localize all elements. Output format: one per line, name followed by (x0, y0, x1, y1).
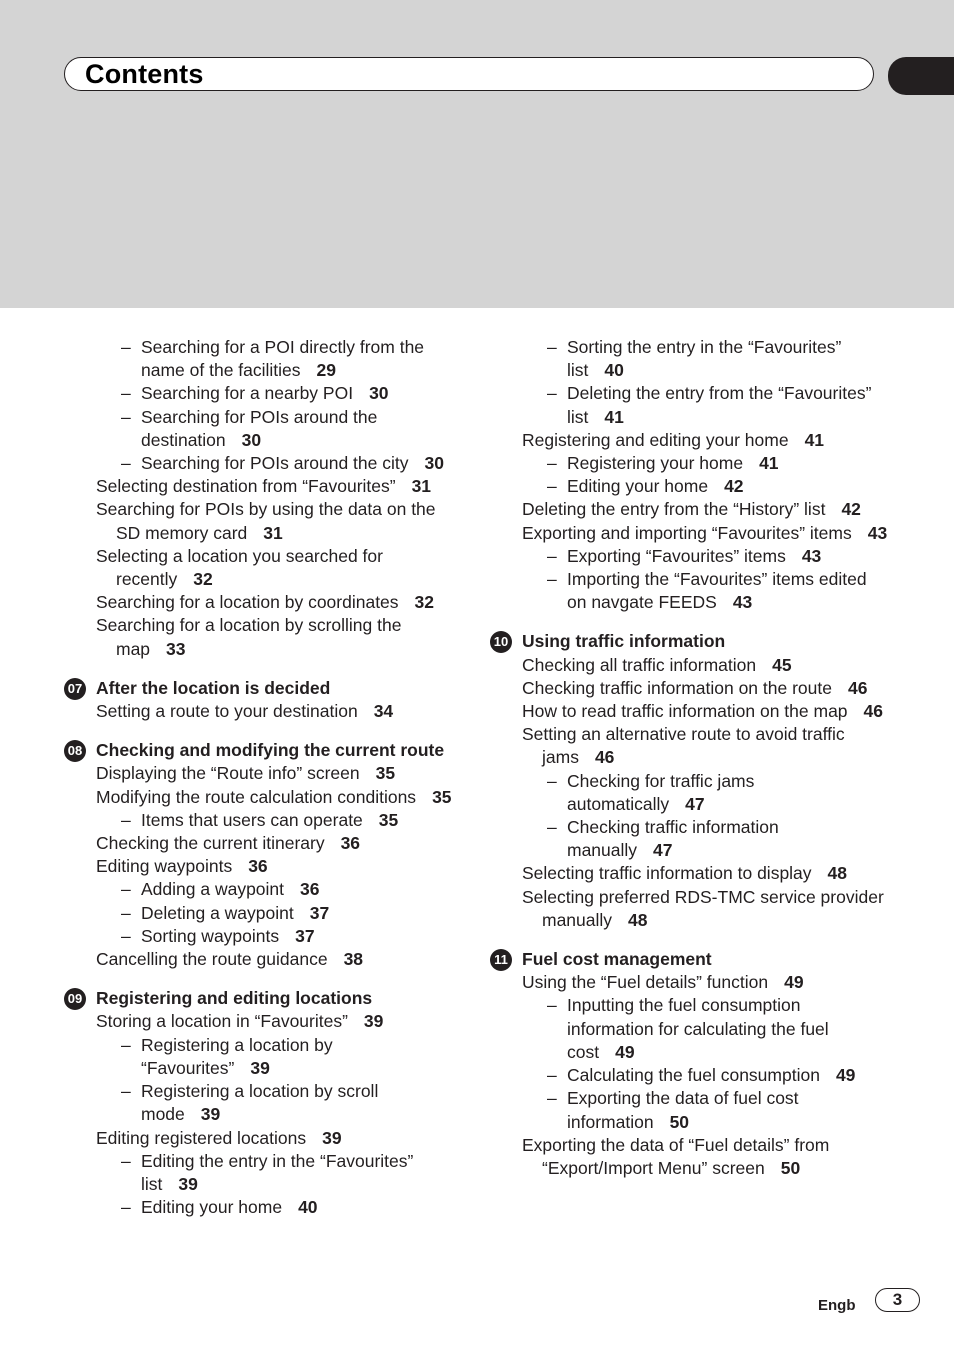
entry-page-number: 42 (724, 476, 744, 497)
dash-bullet: – (121, 879, 131, 900)
toc-subentry (62, 406, 462, 452)
toc-section-08 (62, 739, 462, 762)
entry-page-number: 48 (827, 863, 848, 884)
dash-bullet: – (547, 817, 557, 838)
toc-entry (488, 971, 888, 994)
toc-entry (62, 762, 462, 785)
entry-page-number: 46 (594, 747, 615, 768)
entry-page-number: 48 (628, 909, 648, 930)
section-title: Using traffic information (522, 631, 726, 652)
entry-page-number: 49 (784, 972, 804, 993)
dash-bullet: – (121, 1150, 131, 1171)
dash-bullet: – (547, 545, 557, 566)
toc-entry (488, 1134, 888, 1180)
entry-label: Editing the entry in the “Favourites” list (141, 1150, 414, 1194)
section-number-badge: 09 (64, 988, 86, 1010)
entry-label: Registering a location by “Favourites” (141, 1034, 333, 1078)
toc-section-07 (62, 677, 462, 700)
section-title: After the location is decided (96, 677, 331, 698)
entry-page-number: 47 (653, 840, 673, 861)
entry-page-number: 50 (780, 1157, 801, 1178)
entry-label: Searching for POIs around the city (141, 453, 409, 474)
entry-label: Searching for a location by coordinates (96, 592, 399, 613)
header-band (0, 0, 954, 308)
toc-column-left (62, 336, 462, 1219)
entry-page-number: 36 (340, 833, 361, 854)
entry-label: Inputting the fuel consumption information for calculating the fuel cost (567, 995, 829, 1062)
toc-section-11 (488, 948, 888, 971)
entry-page-number: 39 (322, 1127, 342, 1148)
toc-entry (488, 700, 888, 723)
toc-entry (488, 654, 888, 677)
toc-subentry (488, 382, 888, 428)
entry-page-number: 41 (804, 429, 825, 450)
entry-label: Searching for POIs by using the data on the SD memory card (96, 499, 436, 543)
dash-bullet: – (547, 770, 557, 791)
entry-page-number: 30 (369, 383, 389, 404)
section-number-badge: 08 (64, 740, 86, 762)
entry-page-number: 36 (248, 856, 268, 877)
entry-label: Checking all traffic information (522, 654, 757, 675)
toc-subentry (488, 475, 888, 498)
dash-bullet: – (547, 1088, 557, 1109)
entry-page-number: 39 (200, 1104, 221, 1125)
entry-page-number: 49 (835, 1065, 856, 1086)
dash-bullet: – (547, 995, 557, 1016)
toc-subentry (62, 452, 462, 475)
section-title: Checking and modifying the current route (96, 740, 445, 761)
dash-bullet: – (547, 337, 557, 357)
toc-section-09 (62, 987, 462, 1010)
toc-column-right (488, 336, 888, 1180)
toc-subentry (488, 568, 888, 614)
section-number-badge: 07 (64, 678, 86, 700)
dash-bullet: – (547, 476, 557, 497)
entry-label: Editing your home (567, 476, 709, 497)
dash-bullet: – (121, 1034, 131, 1055)
toc-entry (62, 545, 462, 591)
toc-section-10 (488, 630, 888, 653)
entry-page-number: 30 (241, 429, 262, 450)
entry-page-number: 31 (411, 476, 432, 497)
entry-label: Searching for a location by scrolling the map (96, 615, 402, 659)
toc-entry (488, 862, 888, 885)
toc-entry (62, 832, 462, 855)
toc-entry (62, 498, 462, 544)
entry-label: Sorting the entry in the “Favourites” list (567, 337, 842, 381)
entry-page-number: 38 (343, 949, 364, 970)
toc-subentry (62, 1080, 462, 1126)
section-title: Fuel cost management (522, 949, 712, 970)
entry-page-number: 34 (373, 701, 394, 722)
entry-page-number: 47 (685, 793, 705, 814)
dash-bullet: – (121, 337, 131, 357)
toc-subentry (488, 994, 888, 1064)
toc-entry (62, 614, 462, 660)
toc-subentry (62, 1150, 462, 1196)
section-number-badge: 10 (490, 631, 512, 653)
toc-entry (488, 498, 888, 521)
entry-page-number: 43 (801, 545, 822, 566)
dash-bullet: – (121, 902, 131, 923)
entry-page-number: 32 (414, 592, 435, 613)
toc-subentry (488, 336, 888, 382)
entry-label: Selecting a location you searched for recently (96, 545, 383, 590)
toc-entry (488, 677, 888, 700)
section-number-badge: 11 (490, 949, 512, 971)
entry-label: Setting a route to your destination (96, 701, 358, 722)
page-number: 3 (875, 1288, 920, 1312)
entry-label: Displaying the “Route info” screen (96, 763, 360, 784)
entry-page-number: 35 (432, 786, 452, 807)
entry-page-number: 36 (300, 879, 320, 900)
entry-label: Checking for traffic jams automatically (567, 770, 755, 814)
entry-page-number: 37 (309, 902, 330, 923)
toc-subentry (488, 452, 888, 475)
entry-label: Checking traffic information manually (567, 817, 779, 861)
toc-subentry (488, 770, 888, 816)
entry-label: Importing the “Favourites” items edited on navgate FEEDS (567, 569, 867, 613)
toc-subentry (488, 1087, 888, 1133)
entry-label: Setting an alternative route to avoid traffic jams (522, 724, 845, 768)
toc-subentry (62, 809, 462, 832)
entry-label: Checking traffic information on the route (522, 677, 832, 698)
entry-label: Selecting traffic information to display (522, 863, 812, 884)
entry-label: Registering and editing your home (522, 429, 789, 450)
entry-label: How to read traffic information on the map (522, 701, 848, 722)
chapter-tab (888, 57, 954, 95)
dash-bullet: – (121, 383, 131, 404)
entry-page-number: 40 (298, 1197, 318, 1218)
entry-label: Deleting the entry from the “History” list (522, 499, 826, 520)
entry-page-number: 41 (759, 453, 779, 474)
dash-bullet: – (547, 569, 557, 590)
entry-label: Deleting the entry from the “Favourites” list (567, 383, 872, 427)
entry-label: Exporting the data of fuel cost information (567, 1088, 799, 1132)
toc-entry (62, 700, 462, 723)
toc-subentry (62, 382, 462, 405)
entry-page-number: 30 (424, 453, 444, 474)
entry-page-number: 40 (604, 360, 624, 381)
entry-page-number: 41 (604, 406, 624, 427)
toc-entry (488, 429, 888, 452)
dash-bullet: – (547, 453, 557, 474)
dash-bullet: – (547, 383, 557, 404)
entry-label: Storing a location in “Favourites” (96, 1011, 348, 1032)
dash-bullet: – (121, 1197, 131, 1218)
entry-label: Editing your home (141, 1197, 283, 1218)
toc-entry (62, 591, 462, 614)
language-code: Engb (818, 1297, 856, 1314)
dash-bullet: – (121, 406, 131, 427)
entry-page-number: 35 (378, 809, 399, 830)
entry-page-number: 43 (732, 592, 753, 613)
entry-label: Modifying the route calculation conditions (96, 786, 417, 807)
entry-label: Adding a waypoint (141, 879, 285, 900)
entry-page-number: 49 (615, 1041, 635, 1062)
toc-entry (488, 522, 888, 545)
section-title: Registering and editing locations (96, 988, 373, 1009)
entry-page-number: 29 (316, 360, 336, 381)
entry-page-number: 32 (193, 569, 213, 590)
entry-label: Cancelling the route guidance (96, 949, 328, 970)
toc-entry (62, 948, 462, 971)
toc-subentry (62, 1196, 462, 1219)
entry-page-number: 31 (263, 522, 283, 543)
toc-subentry (62, 902, 462, 925)
entry-label: Selecting destination from “Favourites” (96, 476, 396, 497)
toc-entry (62, 1127, 462, 1150)
entry-label: Using the “Fuel details” function (522, 972, 769, 993)
entry-label: Searching for a POI directly from the name of the facilities (141, 337, 425, 381)
dash-bullet: – (547, 1065, 557, 1086)
entry-page-number: 50 (669, 1111, 690, 1132)
dash-bullet: – (121, 1081, 131, 1102)
entry-label: Calculating the fuel consumption (567, 1065, 820, 1086)
entry-label: Sorting waypoints (141, 925, 280, 946)
toc-subentry (62, 1034, 462, 1080)
toc-entry (62, 475, 462, 498)
entry-label: Exporting “Favourites” items (567, 545, 786, 566)
entry-page-number: 33 (166, 638, 186, 659)
toc-subentry (488, 545, 888, 568)
toc-entry (62, 855, 462, 878)
toc-entry (488, 886, 888, 932)
entry-label: Selecting preferred RDS-TMC service provider manually (522, 886, 884, 930)
title-box (64, 57, 874, 91)
entry-page-number: 43 (867, 522, 888, 543)
entry-page-number: 37 (295, 925, 315, 946)
entry-page-number: 45 (772, 654, 792, 675)
dash-bullet: – (121, 809, 131, 830)
entry-page-number: 39 (178, 1173, 198, 1194)
entry-label: Searching for a nearby POI (141, 383, 354, 404)
entry-label: Items that users can operate (141, 809, 363, 830)
toc-entry (488, 723, 888, 769)
toc-subentry (62, 925, 462, 948)
dash-bullet: – (121, 925, 131, 946)
entry-page-number: 39 (250, 1057, 270, 1078)
entry-label: Searching for POIs around the destination (141, 406, 378, 450)
toc-subentry (488, 1064, 888, 1087)
page-title: Contents (85, 59, 204, 89)
entry-label: Deleting a waypoint (141, 902, 294, 923)
dash-bullet: – (121, 453, 131, 474)
entry-label: Registering your home (567, 453, 744, 474)
toc-subentry (62, 878, 462, 901)
entry-label: Editing waypoints (96, 856, 233, 877)
toc-subentry (488, 816, 888, 862)
entry-label: Exporting the data of “Fuel details” from “Export/Import Menu” screen (522, 1134, 830, 1178)
entry-label: Registering a location by scroll mode (141, 1081, 379, 1125)
entry-page-number: 39 (363, 1011, 384, 1032)
toc-entry (62, 786, 462, 809)
entry-page-number: 42 (841, 499, 861, 520)
entry-label: Exporting and importing “Favourites” items (522, 522, 852, 543)
entry-label: Checking the current itinerary (96, 833, 325, 854)
entry-page-number: 46 (847, 677, 868, 698)
entry-label: Editing registered locations (96, 1127, 307, 1148)
entry-page-number: 46 (863, 701, 884, 722)
entry-page-number: 35 (375, 763, 396, 784)
toc-entry (62, 1010, 462, 1033)
toc-subentry (62, 336, 462, 382)
